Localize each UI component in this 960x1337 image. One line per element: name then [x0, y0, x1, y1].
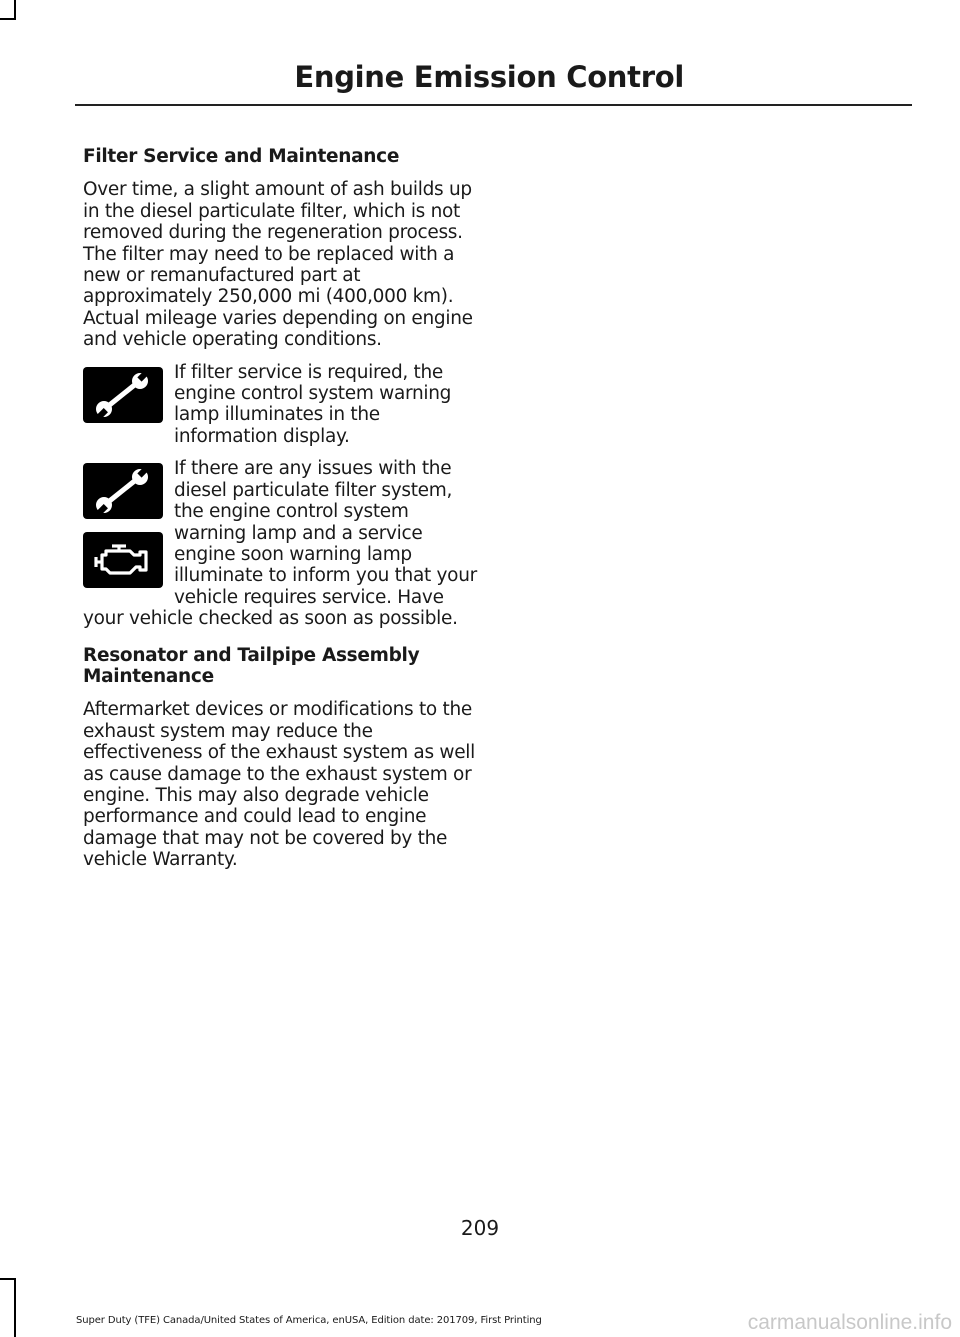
wrench-icon [83, 367, 163, 423]
crop-mark-bottom-left [14, 1278, 16, 1337]
watermark-text: carmanualsonline.info [747, 1311, 952, 1334]
crop-mark-bottom-left-h [0, 1278, 16, 1280]
crop-mark-top-left-h [0, 18, 16, 20]
indicator-block-2 [83, 458, 478, 640]
resonator-paragraph: Aftermarket devices or modifications to the exhaust system may reduce the effectiveness of the exhaust system as well as cause damage to the exhaust system or engine. This may also degrade vehicle performance and could lead to engine damage that may not be covered by the vehicle Warranty. [83, 699, 475, 871]
crop-mark-top-left [14, 0, 16, 20]
indicator-icons-2 [83, 463, 163, 601]
indicator-icons-1 [83, 367, 163, 436]
resonator-heading: Resonator and Tailpipe Assembly Maintenance [83, 644, 420, 687]
check-engine-icon [83, 532, 163, 588]
main-column [83, 146, 478, 882]
indicator-2-text: If there are any issues with the diesel particulate filter system, the engine control system warning lamp and a service engine soon warning lamp illuminate to inform you that your vehicle requires service. Have your vehicle checked as soon as possible. [83, 458, 477, 630]
footer-text: Super Duty (TFE) Canada/United States of America, enUSA, Edition date: 201709, First Printing [76, 1315, 542, 1326]
wrench-icon [83, 463, 163, 519]
page-title: Engine Emission Control [294, 60, 684, 94]
indicator-1-text: If filter service is required, the engine control system warning lamp illuminates in the information display. [174, 361, 452, 447]
page-number: 209 [460, 1216, 500, 1240]
filter-heading: Filter Service and Maintenance [83, 146, 400, 167]
header-divider [75, 104, 912, 106]
indicator-block-1 [83, 362, 478, 459]
filter-paragraph: Over time, a slight amount of ash builds up in the diesel particulate filter, which is not removed during the regeneration process. The filter may need to be replaced with a new or remanufactured part at approximately 250,000 mi (400,000 km). Actual mileage varies depending on engine and vehicle operating conditions. [83, 179, 473, 351]
